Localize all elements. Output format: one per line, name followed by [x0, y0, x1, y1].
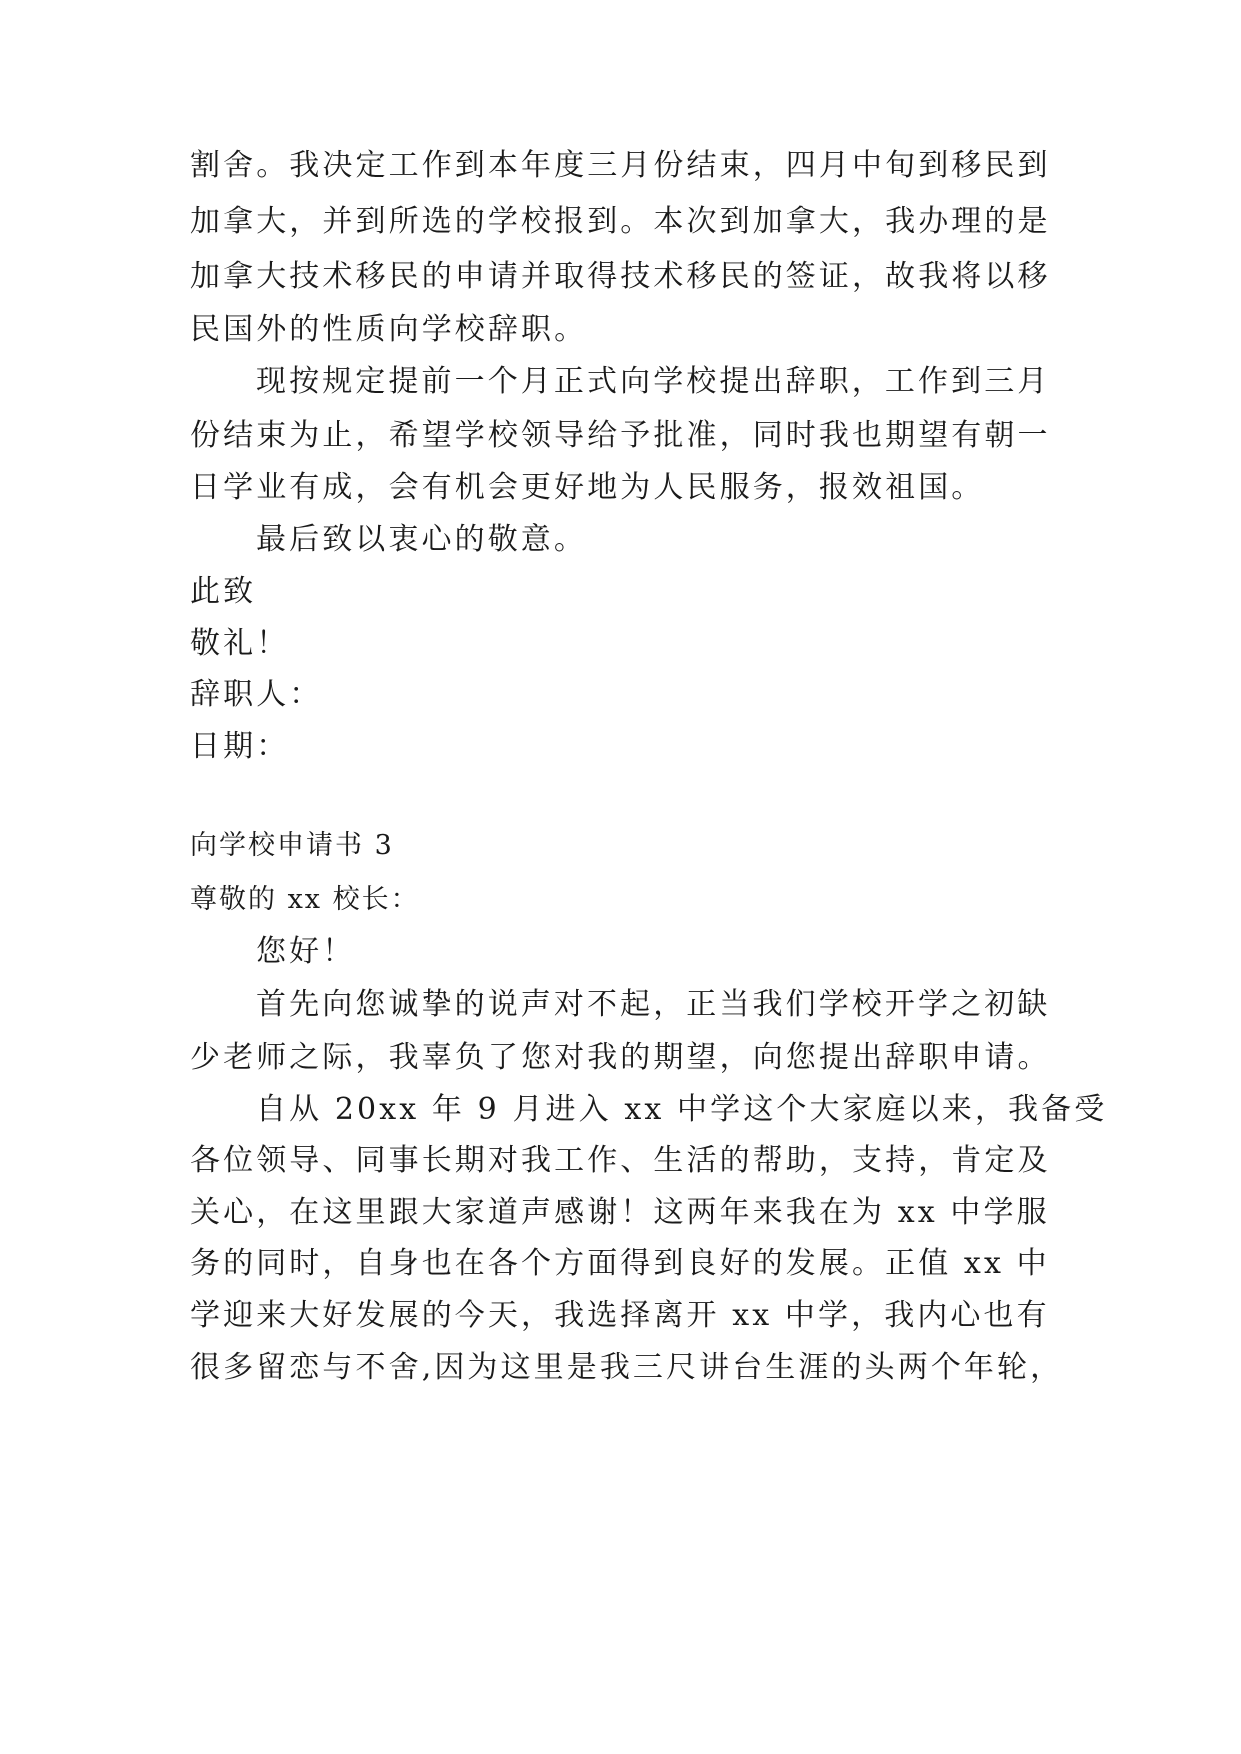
para1-line-3: 加拿大技术移民的申请并取得技术移民的签证，故我将以移 [190, 259, 1051, 294]
signer-label: 辞职人： [190, 677, 323, 712]
para3-line-1: 首先向您诚挚的说声对不起，正当我们学校开学之初缺 [256, 987, 1051, 1022]
para4-line-4: 务的同时，自身也在各个方面得到良好的发展。正值 xx 中 [190, 1246, 1050, 1281]
para4-line-6: 很多留恋与不舍,因为这里是我三尺讲台生涯的头两个年轮， [190, 1350, 1064, 1385]
para3-line-2: 少老师之际，我辜负了您对我的期望，向您提出辞职申请。 [190, 1040, 1051, 1075]
para4-line-1: 自从 20xx 年 9 月进入 xx 中学这个大家庭以来，我备受 [256, 1092, 1108, 1127]
para4-line-5: 学迎来大好发展的今天，我选择离开 xx 中学，我内心也有 [190, 1298, 1050, 1333]
para1-line-4: 民国外的性质向学校辞职。 [190, 312, 588, 347]
para1-line-2: 加拿大，并到所选的学校报到。本次到加拿大，我办理的是 [190, 204, 1051, 239]
para2-line-3: 日学业有成，会有机会更好地为人民服务，报效祖国。 [190, 470, 985, 505]
salutation-line-1: 此致 [190, 574, 257, 609]
para4-line-2: 各位领导、同事长期对我工作、生活的帮助，支持，肯定及 [190, 1143, 1051, 1178]
section-title: 向学校申请书 3 [190, 830, 394, 861]
salutation-line-2: 敬礼！ [190, 626, 290, 661]
greeting: 尊敬的 xx 校长： [190, 884, 420, 915]
document-page [190, 0, 1108, 1754]
date-label: 日期： [190, 729, 290, 764]
para1-line-1: 割舍。我决定工作到本年度三月份结束，四月中旬到移民到 [190, 148, 1051, 183]
closing-text: 最后致以衷心的敬意。 [256, 522, 587, 557]
para2-line-2: 份结束为止，希望学校领导给予批准，同时我也期望有朝一 [190, 418, 1051, 453]
hello-text: 您好！ [256, 934, 356, 969]
para4-line-3: 关心，在这里跟大家道声感谢！这两年来我在为 xx 中学服 [190, 1195, 1050, 1230]
para2-line-1: 现按规定提前一个月正式向学校提出辞职，工作到三月 [256, 364, 1051, 399]
